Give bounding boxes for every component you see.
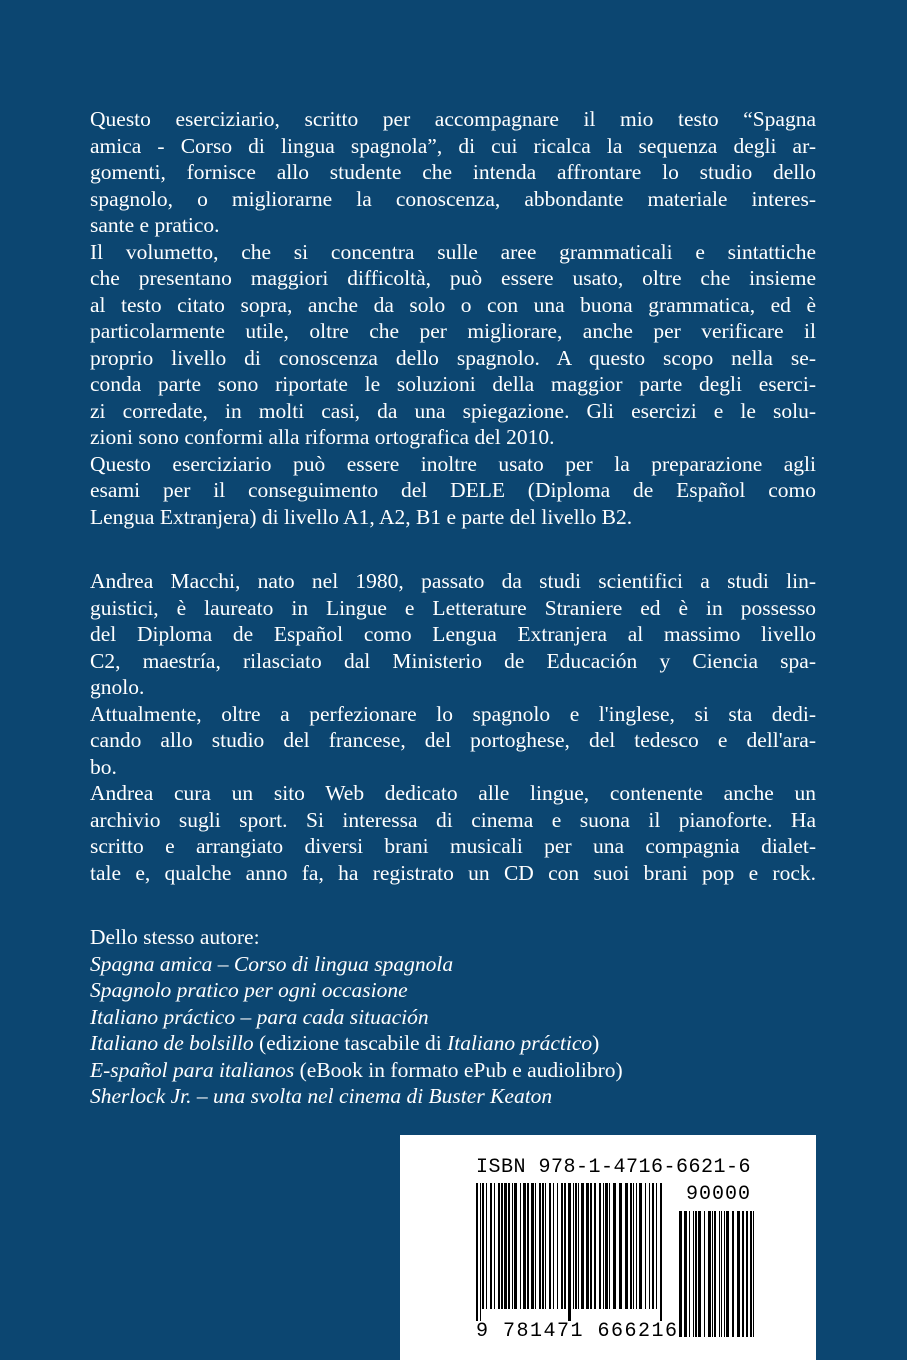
text-line: gnolo.	[90, 675, 145, 699]
text-line: al testo citato sopra, anche da solo o con una buona grammatica, ed è	[90, 292, 816, 317]
book-title: E-spañol para italianos	[90, 1057, 295, 1082]
text-line: spagnolo, o migliorarne la conoscenza, abbondante materiale interes-	[90, 186, 816, 211]
text-line: bo.	[90, 754, 117, 779]
barcode-bar	[726, 1211, 729, 1337]
barcode-bar	[693, 1211, 694, 1337]
text-line: esami per il conseguimento del DELE (Diploma de Español como	[90, 478, 816, 502]
barcode-bar	[501, 1183, 503, 1309]
barcode-bar	[527, 1183, 529, 1309]
text-line: zi corredate, in molti casi, da una spiegazione. Gli esercizi e le solu-	[90, 398, 816, 423]
barcode-bar	[737, 1211, 740, 1337]
barcode-bar	[512, 1183, 513, 1309]
book-note: (eBook in formato ePub e audiolibro)	[294, 1057, 623, 1082]
book-entry	[90, 1057, 816, 1084]
text-line: particolarmente utile, oltre che per migliorare, anche per verificare il	[90, 319, 816, 343]
text-line: C2, maestría, rilasciato dal Ministerio de Educación y Ciencia spa-	[90, 648, 816, 673]
barcode-bar	[520, 1183, 521, 1309]
book-note: (edizione tascabile di	[253, 1031, 448, 1055]
barcode-bar	[553, 1183, 554, 1309]
barcode-bar	[535, 1183, 536, 1309]
barcode-bar	[652, 1183, 654, 1309]
barcode-bar	[630, 1183, 632, 1309]
other-books-heading: Dello stesso autore:	[90, 925, 260, 949]
barcode-bar	[523, 1183, 526, 1309]
text-line: Attualmente, oltre a perfezionare lo spagnolo e l'inglese, si sta dedi-	[90, 701, 816, 726]
barcode-bar	[613, 1183, 616, 1309]
barcode-bar	[689, 1211, 690, 1337]
barcode-bar	[586, 1183, 589, 1309]
ean-digits: 9 781471 666216	[476, 1320, 679, 1343]
barcode-bar	[619, 1183, 622, 1309]
barcode-bar	[564, 1183, 566, 1309]
barcode-bar	[498, 1183, 500, 1309]
barcode-bar	[599, 1183, 601, 1309]
barcode-bar	[482, 1183, 484, 1309]
barcode-bar	[590, 1183, 592, 1309]
barcode-bar	[581, 1183, 584, 1309]
isbn-barcode-panel	[400, 1135, 816, 1360]
barcode-bar	[490, 1183, 492, 1309]
barcode-bar	[575, 1183, 577, 1309]
barcode-bar	[494, 1183, 495, 1309]
barcode-bar	[639, 1183, 642, 1309]
barcode-bar	[684, 1211, 687, 1337]
barcode-bar	[636, 1183, 637, 1309]
barcode-bar	[750, 1211, 752, 1337]
barcode-bar	[549, 1183, 551, 1309]
barcode-bar	[603, 1183, 604, 1309]
barcode-bar	[633, 1183, 634, 1309]
text-line: zioni sono conformi alla riforma ortografica del 2010.	[90, 425, 555, 449]
barcode-bar	[712, 1211, 713, 1337]
barcode-bar	[514, 1183, 517, 1309]
text-line: proprio livello di conoscenza dello spagnolo. A questo scopo nella se-	[90, 345, 816, 370]
text-line: sante e pratico.	[90, 213, 220, 237]
barcode-bar	[545, 1183, 546, 1309]
barcode-bar	[660, 1183, 662, 1321]
text-line: Questo eserciziario, scritto per accompagnare il mio testo “Spagna	[90, 107, 816, 131]
barcode-bar	[698, 1211, 701, 1337]
other-books-list	[90, 924, 816, 1110]
barcode-bar	[704, 1211, 705, 1337]
text-line: cando allo studio del francese, del portoghese, del tedesco e dell'ara-	[90, 728, 816, 752]
barcode-bar	[531, 1183, 534, 1309]
barcode-bar	[732, 1211, 734, 1337]
book-title: Sherlock Jr. – una svolta nel cinema di Buster Keaton	[90, 1084, 553, 1108]
barcode-bar	[561, 1183, 563, 1309]
book-description	[90, 106, 816, 530]
barcode-bar	[542, 1183, 544, 1309]
book-entry	[90, 1030, 816, 1057]
barcode-bar	[742, 1211, 744, 1337]
barcode-bar	[746, 1211, 748, 1337]
barcode-bar	[594, 1183, 596, 1309]
barcode-bar	[609, 1183, 610, 1309]
barcode-bar	[568, 1183, 571, 1321]
barcode-bar	[508, 1183, 510, 1309]
barcode-bar	[557, 1183, 558, 1309]
barcode-bar	[625, 1183, 628, 1309]
barcode-bar	[504, 1183, 507, 1309]
barcode-bar	[708, 1211, 711, 1337]
text-line: tale e, qualche anno fa, ha registrato un CD con suoi brani pop e rock.	[90, 860, 816, 885]
text-line: che presentano maggiori difficoltà, può essere usato, oltre che insieme	[90, 266, 816, 290]
text-line: Andrea cura un sito Web dedicato alle lingue, contenente anche un	[90, 781, 816, 805]
text-line: archivio sugli sport. Si interessa di cinema e suona il pianoforte. Ha	[90, 807, 816, 832]
barcode-bar	[721, 1211, 722, 1337]
barcode-bar	[753, 1211, 754, 1337]
barcode-bar	[649, 1183, 650, 1309]
book-title: Italiano práctico – para cada situación	[90, 1004, 429, 1029]
book-title: Italiano de bolsillo	[90, 1031, 254, 1055]
text-line: guistici, è laureato in Lingue e Letterature Straniere ed è in possesso	[90, 595, 816, 620]
addon-number: 90000	[686, 1183, 752, 1206]
text-line: Questo eserciziario può essere inoltre usato per la preparazione agli	[90, 451, 816, 476]
book-reference: Italiano práctico	[447, 1031, 593, 1055]
addon-barcode-bars	[679, 1211, 757, 1337]
isbn-label: ISBN 978-1-4716-6621-6	[476, 1156, 752, 1179]
barcode-bar	[539, 1183, 541, 1309]
text-line: amica - Corso di lingua spagnola”, di cui ricalca la sequenza degli ar-	[90, 133, 816, 158]
barcode-bar	[645, 1183, 646, 1309]
barcode-bar	[476, 1183, 478, 1321]
barcode-bar	[719, 1211, 720, 1337]
barcode-bar	[480, 1183, 481, 1321]
book-title: Spagna amica – Corso di lingua spagnola	[90, 951, 454, 976]
barcode-bar	[486, 1183, 487, 1309]
text-line: Lengua Extranjera) di livello A1, A2, B1 e parte del livello B2.	[90, 504, 633, 529]
barcode-bar	[714, 1211, 716, 1337]
author-bio	[90, 568, 816, 886]
text-line: del Diploma de Español como Lengua Extranjera al massimo livello	[90, 622, 816, 646]
ean-barcode-bars	[476, 1183, 664, 1321]
barcode-bar	[679, 1211, 682, 1337]
book-title: Spagnolo pratico per ogni occasione	[90, 978, 408, 1002]
barcode-bar	[656, 1183, 657, 1309]
text-line: conda parte sono riportate le soluzioni della maggior parte degli eserci-	[90, 372, 816, 396]
text-line: scritto e arrangiato diversi brani musicali per una compagnia dialet-	[90, 834, 816, 858]
barcode-bar	[578, 1183, 579, 1309]
barcode-bar	[573, 1183, 574, 1309]
text-line: Il volumetto, che si concentra sulle aree grammaticali e sintattiche	[90, 239, 816, 264]
text-line: gomenti, fornisce allo studente che intenda affrontare lo studio dello	[90, 160, 816, 184]
barcode-bar	[605, 1183, 608, 1309]
text-line: Andrea Macchi, nato nel 1980, passato da studi scientifici a studi lin-	[90, 569, 816, 593]
barcode-bar	[724, 1211, 725, 1337]
book-note: )	[592, 1031, 600, 1055]
barcode-bar	[695, 1211, 697, 1337]
